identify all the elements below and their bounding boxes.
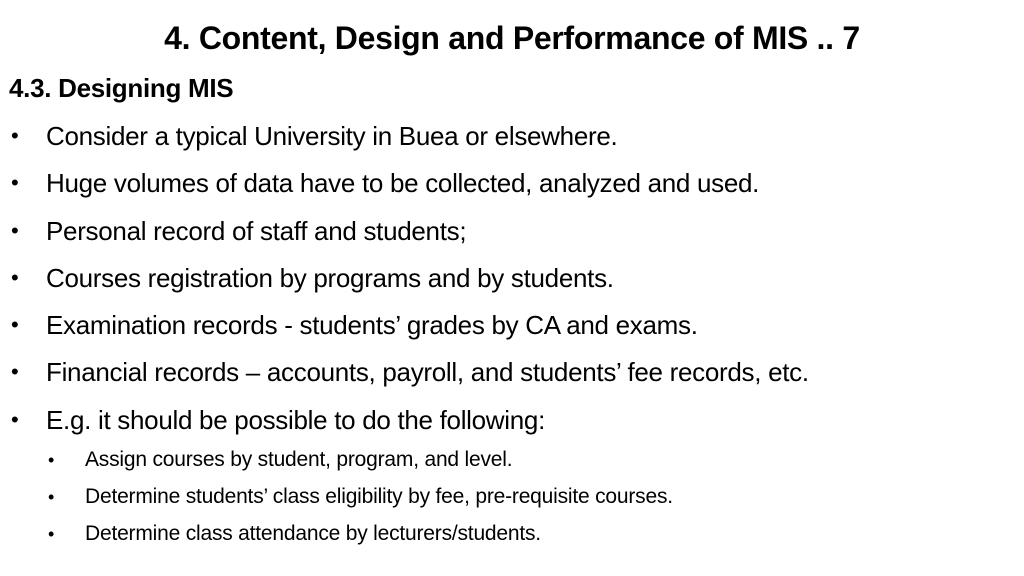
sub-bullet-item bbox=[0, 444, 1024, 481]
bullet-text: Consider a typical University in Buea or elsewhere. bbox=[46, 121, 618, 151]
bullet-item bbox=[0, 163, 1024, 210]
bullet-item bbox=[0, 116, 1024, 163]
bullet-list bbox=[0, 116, 1024, 447]
bullet-dot-icon: • bbox=[11, 359, 19, 385]
bullet-item bbox=[0, 211, 1024, 258]
sub-bullet-list bbox=[0, 444, 1024, 555]
bullet-dot-icon: • bbox=[11, 406, 19, 432]
bullet-text: Examination records - students’ grades by CA and exams. bbox=[46, 310, 698, 341]
sub-bullet-text: Determine students’ class eligibility by fee, pre-requisite courses. bbox=[85, 485, 673, 508]
bullet-item bbox=[0, 258, 1024, 305]
bullet-item bbox=[0, 305, 1024, 352]
bullet-text: Huge volumes of data have to be collected, analyzed and used. bbox=[46, 168, 760, 199]
bullet-dot-icon: • bbox=[11, 170, 19, 196]
section-heading: 4.3. Designing MIS bbox=[9, 73, 234, 103]
bullet-dot-icon: • bbox=[11, 312, 19, 338]
sub-bullet-text: Determine class attendance by lecturers/students. bbox=[85, 522, 541, 545]
bullet-text: Personal record of staff and students; bbox=[46, 215, 467, 246]
bullet-item bbox=[0, 352, 1024, 399]
sub-bullet-text: Assign courses by student, program, and level. bbox=[85, 448, 513, 471]
bullet-dot-icon: • bbox=[11, 123, 19, 148]
slide-title: 4. Content, Design and Performance of MIS .. 7 bbox=[164, 20, 860, 56]
sub-bullet-dot-icon: • bbox=[48, 450, 55, 470]
sub-bullet-dot-icon: • bbox=[48, 487, 55, 507]
bullet-text: Courses registration by programs and by students. bbox=[46, 262, 614, 293]
bullet-dot-icon: • bbox=[11, 217, 19, 243]
bullet-dot-icon: • bbox=[11, 264, 19, 290]
sub-bullet-item bbox=[0, 518, 1024, 555]
bullet-text: Financial records – accounts, payroll, and students’ fee records, etc. bbox=[46, 357, 809, 388]
sub-bullet-dot-icon: • bbox=[48, 524, 55, 544]
bullet-text: E.g. it should be possible to do the following: bbox=[46, 404, 546, 435]
bullet-item bbox=[0, 400, 1024, 447]
sub-bullet-item bbox=[0, 481, 1024, 518]
